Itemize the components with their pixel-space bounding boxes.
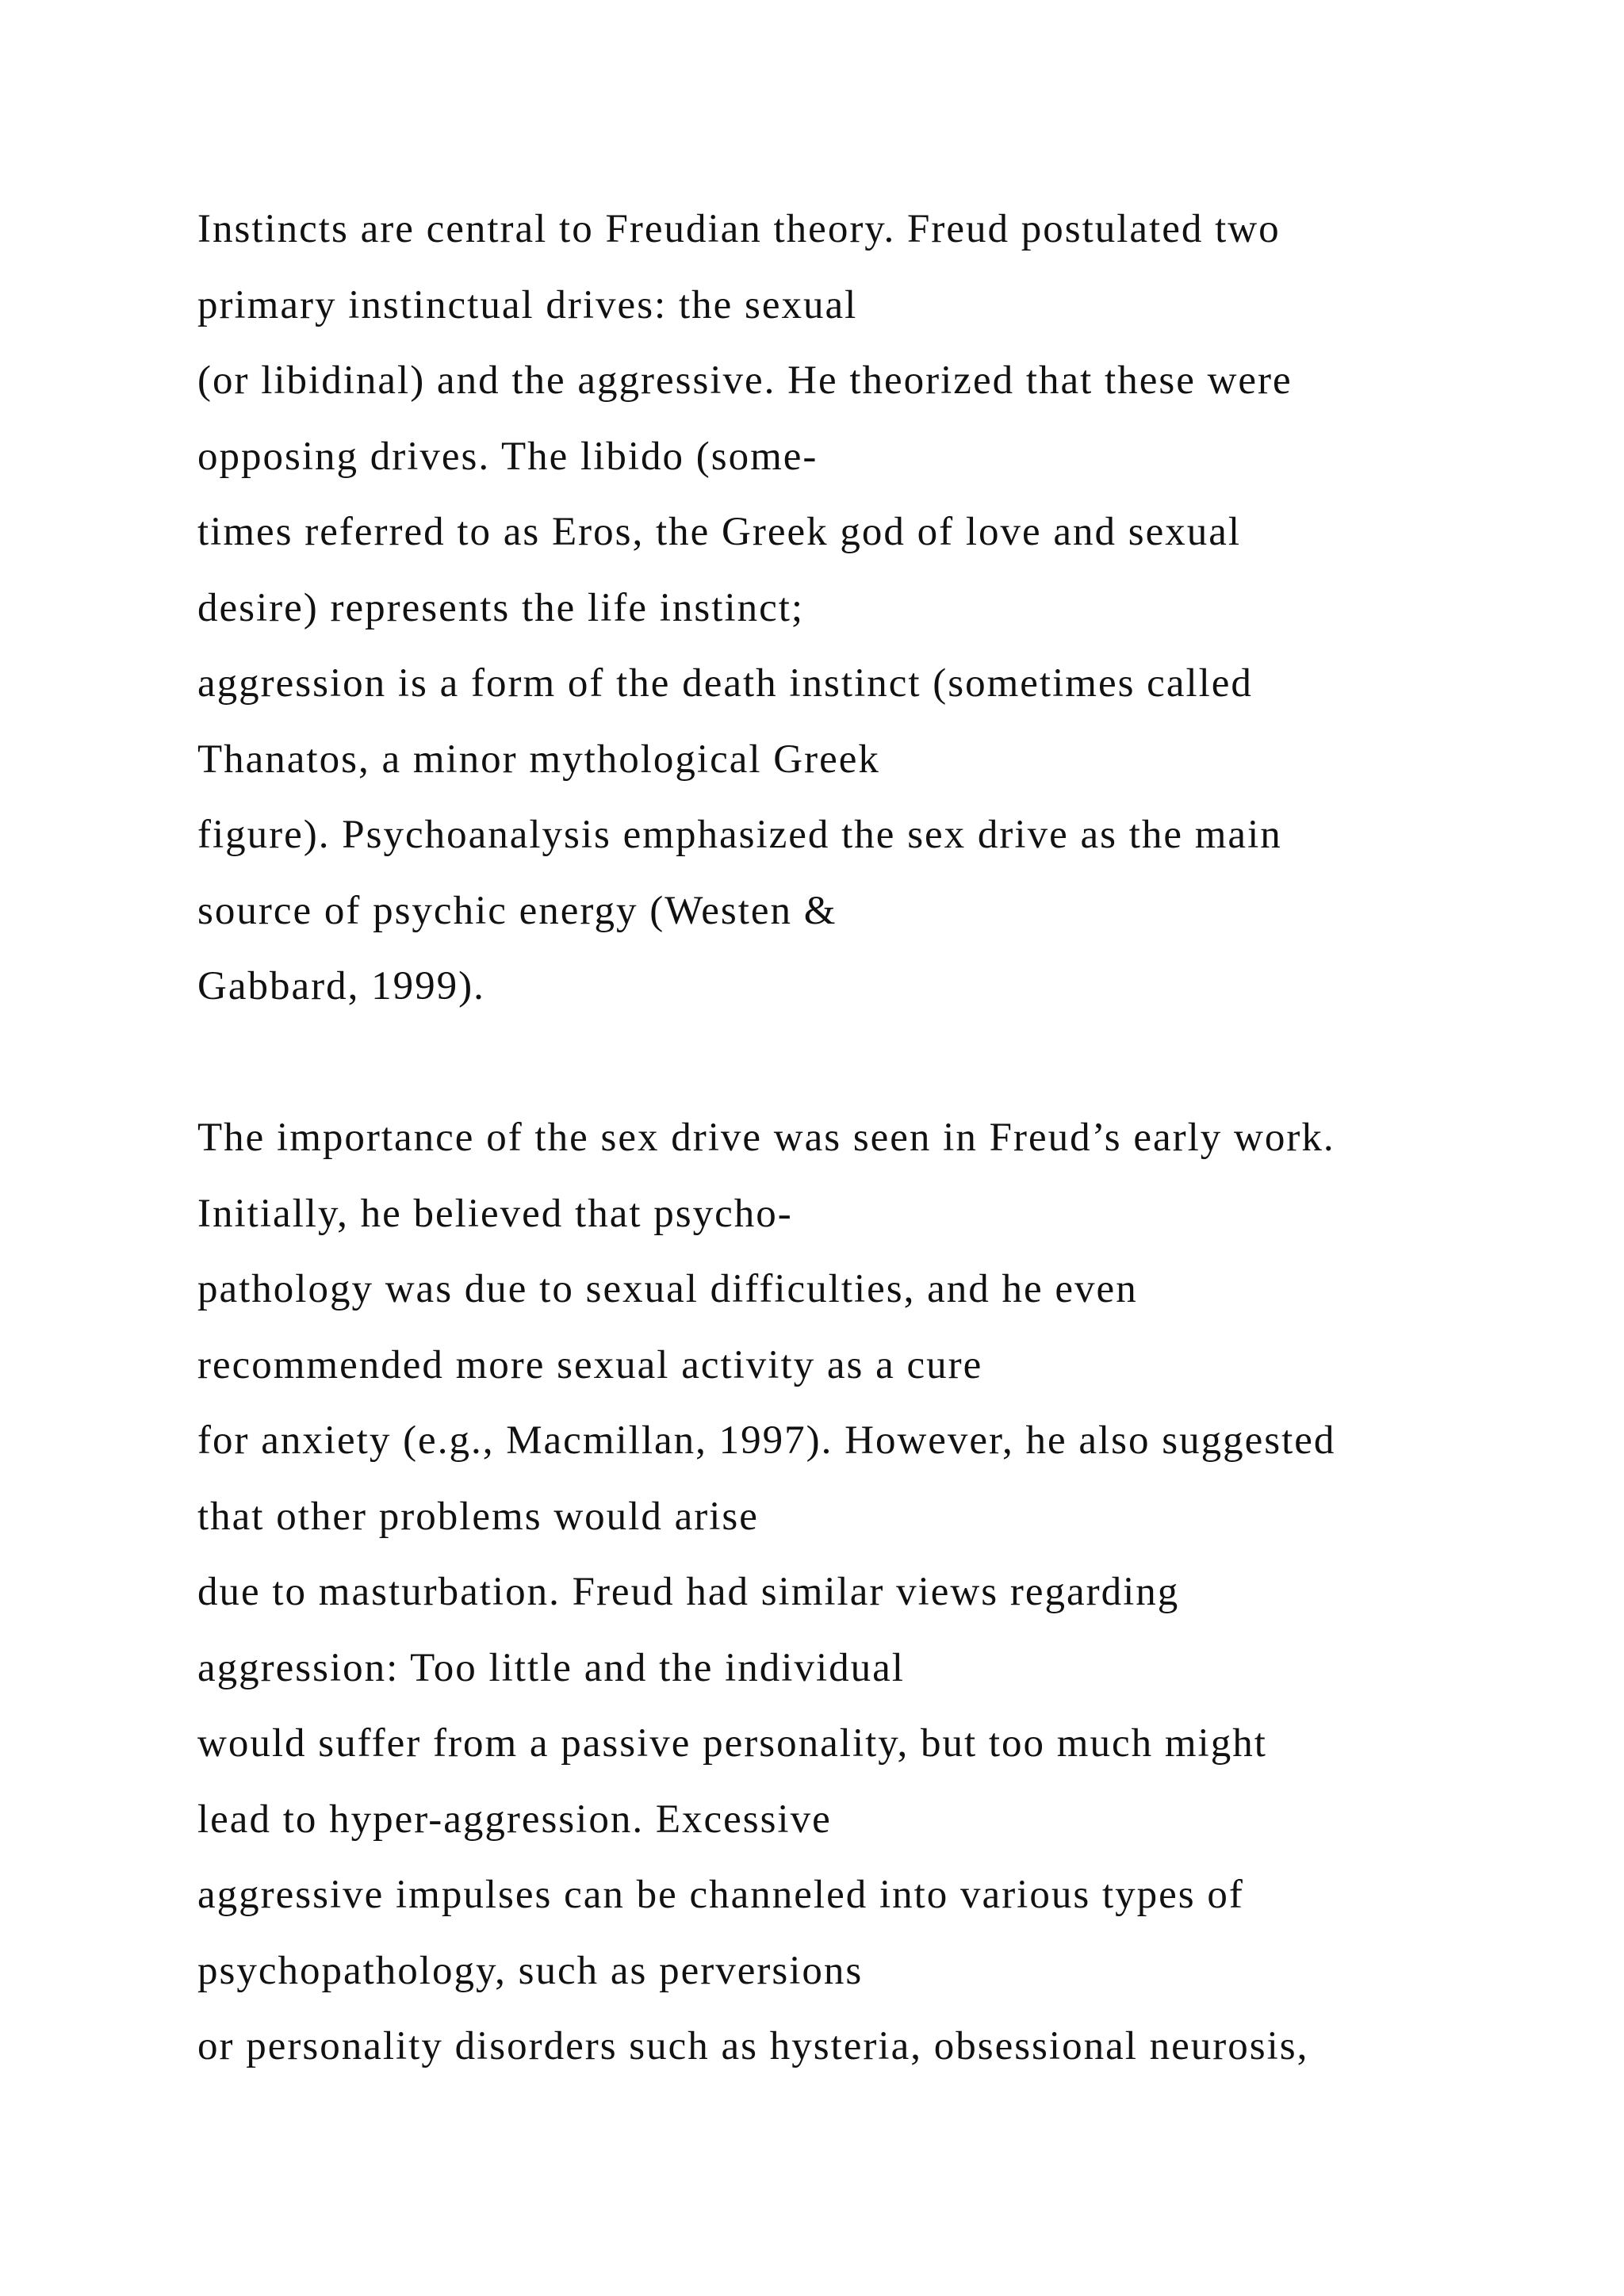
text-line: for anxiety (e.g., Macmillan, 1997). However, he also suggested (197, 1418, 1336, 1463)
text-line: psychopathology, such as perversions (197, 1948, 864, 1993)
text-line: desire) represents the life instinct; (197, 585, 805, 630)
text-line: due to masturbation. Freud had similar views regarding (197, 1570, 1180, 1614)
text-line: Thanatos, a minor mythological Greek (197, 737, 880, 782)
text-line: times referred to as Eros, the Greek god of love and sexual (197, 510, 1242, 554)
text-line: opposing drives. The libido (some- (197, 434, 818, 479)
text-line: The importance of the sex drive was seen in Freud’s early work. (197, 1115, 1335, 1160)
paragraph-instincts (197, 192, 1545, 1025)
text-line: recommended more sexual activity as a cure (197, 1342, 983, 1387)
text-line: lead to hyper-aggression. Excessive (197, 1797, 832, 1842)
text-line: figure). Psychoanalysis emphasized the sex drive as the main (197, 813, 1282, 857)
text-line: source of psychic energy (Westen & (197, 888, 837, 933)
text-line: that other problems would arise (197, 1494, 759, 1539)
document-body (197, 192, 1545, 2085)
text-line: would suffer from a passive personality, but too much might (197, 1721, 1267, 1766)
text-line: (or libidinal) and the aggressive. He theorized that these were (197, 358, 1293, 403)
text-line: Instincts are central to Freudian theory. Freud postulated two (197, 207, 1281, 251)
text-line: primary instinctual drives: the sexual (197, 282, 858, 327)
text-line: or personality disorders such as hysteria, obsessional neurosis, (197, 2024, 1309, 2068)
paragraph-spacer (197, 1025, 1545, 1101)
text-line: pathology was due to sexual difficulties, and he even (197, 1267, 1138, 1311)
text-line: aggression: Too little and the individual (197, 1645, 905, 1690)
paragraph-sex-drive (197, 1100, 1545, 2085)
text-line: Gabbard, 1999). (197, 964, 485, 1008)
text-line: aggression is a form of the death instinct (sometimes called (197, 661, 1253, 706)
text-line: Initially, he believed that psycho- (197, 1191, 793, 1236)
text-line: aggressive impulses can be channeled into various types of (197, 1873, 1244, 1917)
